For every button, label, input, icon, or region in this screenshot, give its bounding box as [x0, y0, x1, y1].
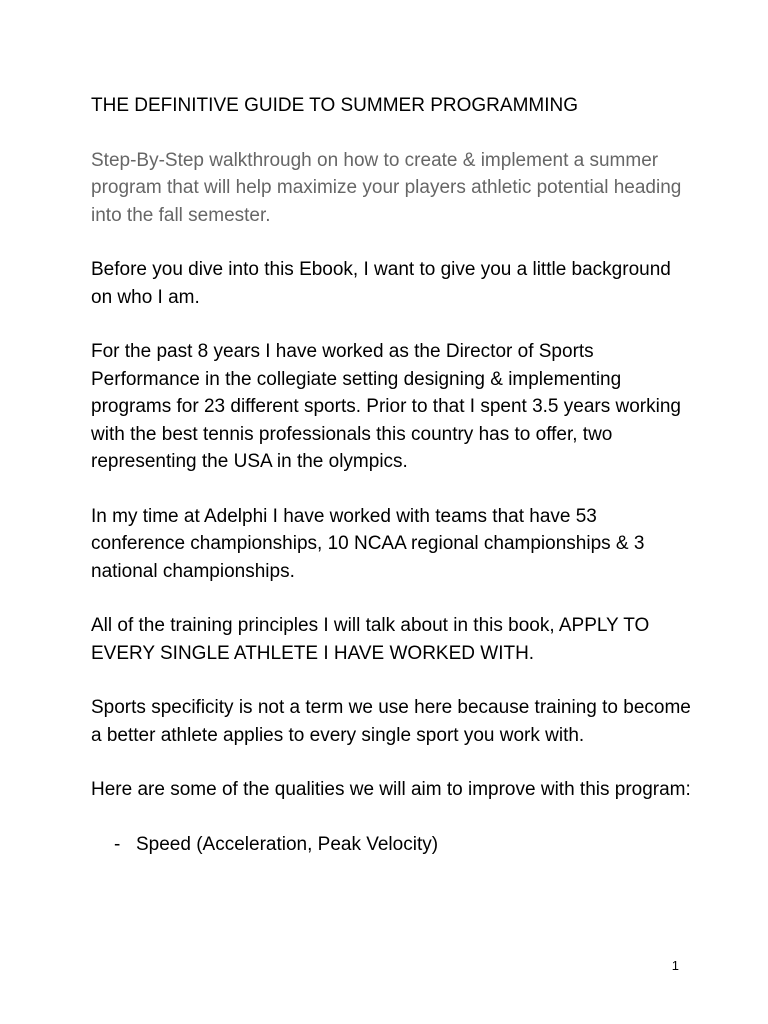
list-item: [114, 831, 691, 859]
document-title: THE DEFINITIVE GUIDE TO SUMMER PROGRAMMING: [91, 95, 578, 116]
paragraph-experience: For the past 8 years I have worked as the Director of Sports Performance in the collegiate setting designing & implementing programs for 23 different sports. Prior to that I spent 3.5 years working with the best tennis professionals this country has to offer, two representing the USA in the olympics.: [91, 341, 681, 472]
paragraph-training-principles: All of the training principles I will talk about in this book, APPLY TO EVERY SINGLE ATHLETE I HAVE WORKED WITH.: [91, 615, 650, 664]
page-number: 1: [671, 958, 679, 973]
bullet-dash: -: [114, 833, 121, 855]
paragraph-sports-specificity: Sports specificity is not a term we use here because training to become a better athlete applies to every single sport you work with.: [91, 697, 691, 746]
list-item-text: Speed (Acceleration, Peak Velocity): [136, 833, 439, 855]
paragraph-background-intro: Before you dive into this Ebook, I want to give you a little background on who I am.: [91, 259, 671, 308]
paragraph-qualities-intro: Here are some of the qualities we will aim to improve with this program:: [91, 779, 691, 800]
document-body: [91, 92, 691, 858]
qualities-list: [91, 831, 691, 859]
paragraph-championships: In my time at Adelphi I have worked with teams that have 53 conference championships, 10 NCAA regional championships & 3 national championships.: [91, 505, 645, 582]
document-subtitle: Step-By-Step walkthrough on how to create & implement a summer program that will help maximize your players athletic potential heading into the fall semester.: [91, 149, 682, 226]
